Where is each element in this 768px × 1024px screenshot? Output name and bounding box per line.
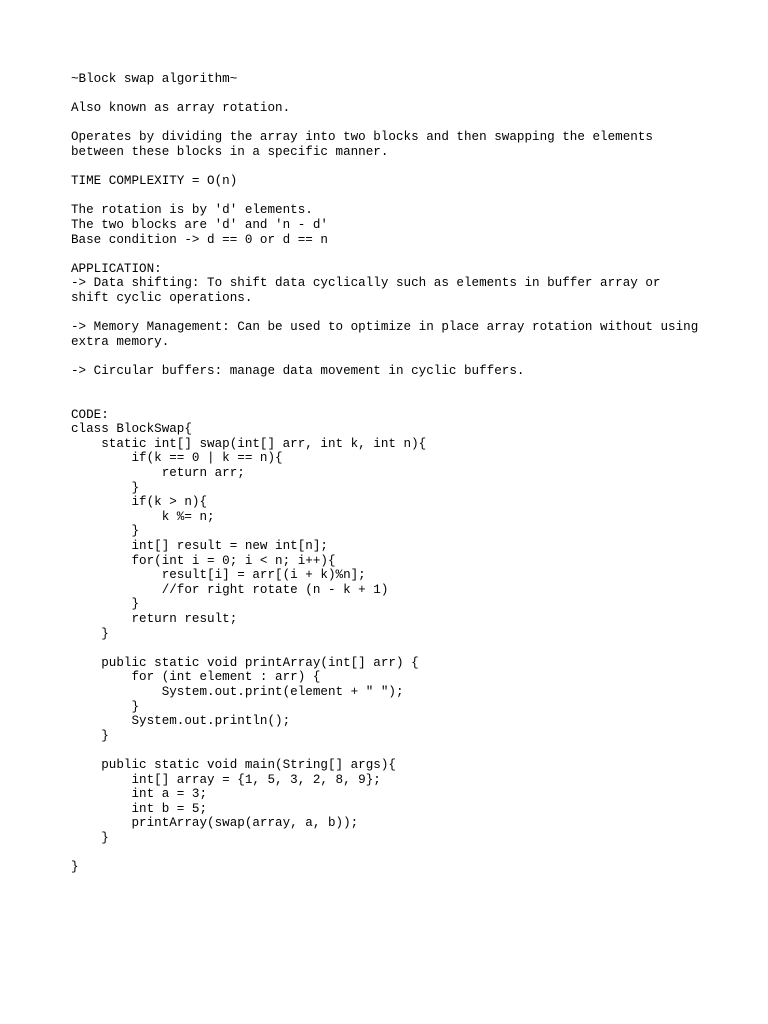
text-line: -> Memory Management: Can be used to optimize in place array rotation without using (71, 320, 699, 335)
text-line: if(k == 0 | k == n){ (71, 451, 283, 466)
text-line: for(int i = 0; i < n; i++){ (71, 553, 336, 568)
text-line: return arr; (71, 466, 245, 481)
text-line: -> Data shifting: To shift data cyclically such as elements in buffer array or (71, 276, 661, 291)
blank-line (71, 247, 751, 262)
text-line: System.out.print(element + " "); (71, 684, 404, 699)
text-line: The rotation is by 'd' elements. (71, 203, 313, 218)
text-line: static int[] swap(int[] arr, int k, int n){ (71, 436, 427, 451)
text-line: } (71, 480, 140, 495)
text-line: } (71, 728, 109, 743)
text-line: //for right rotate (n - k + 1) (71, 582, 389, 597)
blank-line (71, 87, 751, 102)
text-line: } (71, 626, 109, 641)
text-line: APPLICATION: (71, 261, 162, 276)
text-line: extra memory. (71, 334, 170, 349)
text-line: int a = 3; (71, 787, 208, 802)
text-line: k %= n; (71, 509, 215, 524)
blank-line (71, 189, 751, 204)
blank-line (71, 349, 751, 364)
text-line: public static void main(String[] args){ (71, 757, 396, 772)
text-line: ~Block swap algorithm~ (71, 72, 238, 86)
blank-line (71, 641, 751, 656)
text-line: TIME COMPLEXITY = O(n) (71, 174, 238, 189)
text-line: int b = 5; (71, 801, 208, 816)
text-line: System.out.println(); (71, 714, 291, 729)
text-line: The two blocks are 'd' and 'n - d' (71, 217, 328, 232)
blank-line (71, 393, 751, 408)
blank-line (71, 116, 751, 131)
text-line: between these blocks in a specific manner. (71, 144, 389, 159)
text-line: class BlockSwap{ (71, 422, 192, 437)
text-line: } (71, 597, 140, 612)
text-line: int[] array = {1, 5, 3, 2, 8, 9}; (71, 772, 381, 787)
text-line: public static void printArray(int[] arr) { (71, 655, 419, 670)
text-line: } (71, 699, 140, 714)
text-line: printArray(swap(array, a, b)); (71, 816, 359, 831)
text-line: shift cyclic operations. (71, 290, 253, 305)
text-line: result[i] = arr[(i + k)%n]; (71, 568, 366, 583)
text-line: if(k > n){ (71, 495, 208, 510)
text-line: } (71, 524, 140, 539)
text-line: for (int element : arr) { (71, 670, 321, 685)
text-line: int[] result = new int[n]; (71, 539, 328, 553)
text-line: } (71, 860, 79, 875)
text-line: return result; (71, 611, 238, 626)
blank-line (71, 160, 751, 175)
blank-line (71, 743, 751, 758)
text-line: } (71, 830, 109, 845)
blank-line (71, 306, 751, 321)
blank-line (71, 378, 751, 393)
text-line: Also known as array rotation. (71, 101, 291, 116)
text-line: CODE: (71, 407, 109, 422)
document-body (71, 72, 751, 875)
blank-line (71, 845, 751, 860)
text-line: Operates by dividing the array into two blocks and then swapping the elements (71, 130, 653, 145)
text-line: -> Circular buffers: manage data movement in cyclic buffers. (71, 363, 525, 378)
text-line: Base condition -> d == 0 or d == n (71, 232, 328, 247)
